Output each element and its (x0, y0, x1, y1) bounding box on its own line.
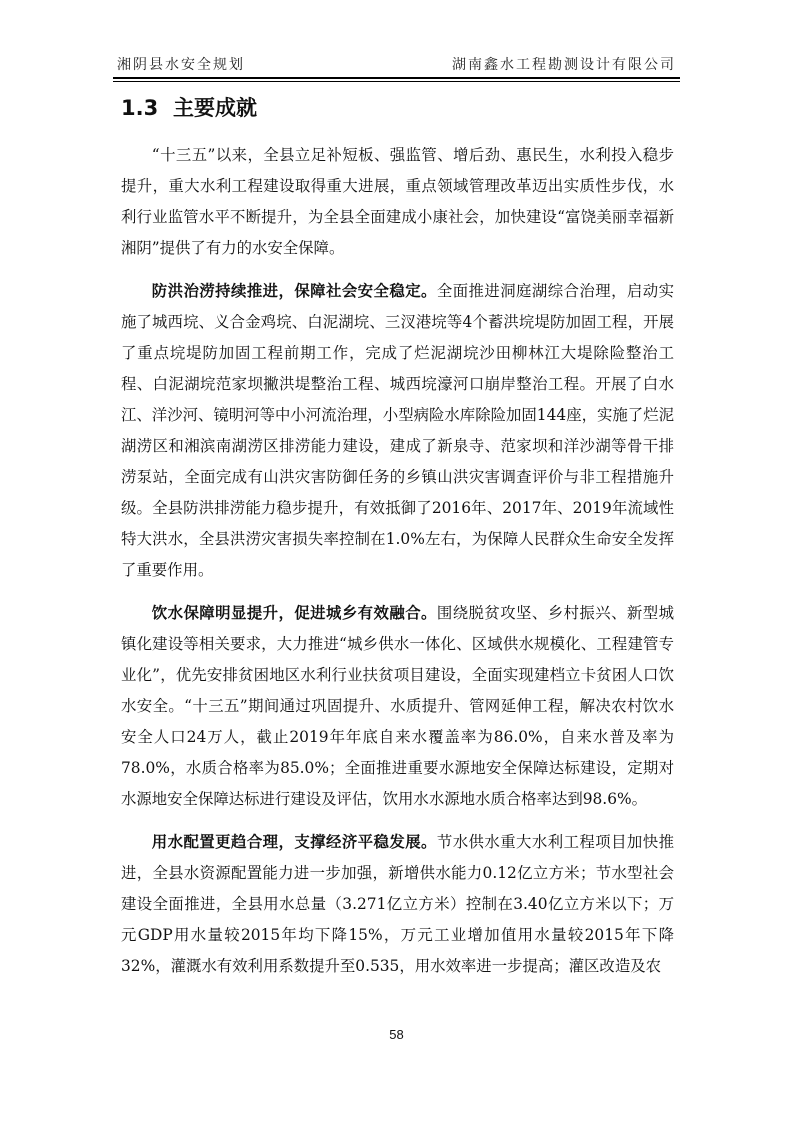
page-header (113, 52, 680, 76)
section-number: 1.3 (121, 96, 159, 120)
section-title: 主要成就 (173, 96, 257, 120)
header-company-name: 湖南鑫水工程勘测设计有限公司 (452, 57, 676, 73)
paragraph-flood-control (121, 276, 674, 586)
header-document-title: 湘阴县水安全规划 (117, 57, 245, 73)
paragraph-text: 围绕脱贫攻坚、乡村振兴、新型城镇化建设等相关要求，大力推进“城乡供水一体化、区域供水规模化、工程建管专业化”，优先安排贫困地区水利行业扶贫项目建设，全面实现建档立卡贫困人口饮水安全。“十三五”期间通过巩固提升、水质提升、管网延伸工程，解决农村饮水安全人口24万人，截止2019年年底自来水覆盖率为86.0%，自来水普及率为78.0%，水质合格率为85.0%；全面推进重要水源地安全保障达标建设，定期对水源地安全保障达标进行建设及评估，饮用水水源地水质合格率达到98.6%。 (121, 604, 674, 808)
body-content (121, 140, 674, 994)
paragraph-drinking-water (121, 598, 674, 815)
paragraph-water-allocation (121, 827, 674, 982)
section-heading (121, 92, 257, 122)
header-rule-thick (113, 77, 680, 79)
header-rule-thin (113, 81, 680, 82)
paragraph-lead: 防洪治涝持续推进，保障社会安全稳定。 (151, 282, 437, 300)
paragraph-lead: 饮水保障明显提升，促进城乡有效融合。 (151, 604, 437, 622)
paragraph-text: 全面推进洞庭湖综合治理，启动实施了城西垸、义合金鸡垸、白泥湖垸、三汊港垸等4个蓄洪垸堤防加固工程，开展了重点垸堤防加固工程前期工作，完成了烂泥湖垸沙田柳林江大堤除险整治工程、白泥湖垸范家坝撇洪堤整治工程、城西垸濠河口崩岸整治工程。开展了白水江、洋沙河、镜明河等中小河流治理，小型病险水库除险加固144座，实施了烂泥湖涝区和湘滨南湖涝区排涝能力建设，建成了新泉寺、范家坝和洋沙湖等骨干排涝泵站，全面完成有山洪灾害防御任务的乡镇山洪灾害调查评价与非工程措施升级。全县防洪排涝能力稳步提升，有效抵御了2016年、2017年、2019年流域性特大洪水，全县洪涝灾害损失率控制在1.0%左右，为保障人民群众生命安全发挥了重要作用。 (121, 282, 674, 579)
page-number: 58 (389, 1027, 404, 1042)
paragraph-lead: 用水配置更趋合理，支撑经济平稳发展。 (151, 833, 437, 851)
paragraph-intro (121, 140, 674, 264)
paragraph-text: “十三五”以来，全县立足补短板、强监管、增后劲、惠民生，水利投入稳步提升，重大水利工程建设取得重大进展，重点领域管理改革迈出实质性步伐，水利行业监管水平不断提升，为全县全面建成小康社会，加快建设“富饶美丽幸福新湘阴”提供了有力的水安全保障。 (121, 146, 674, 257)
paragraph-text: 节水供水重大水利工程项目加快推进，全县水资源配置能力进一步加强，新增供水能力0.12亿立方米；节水型社会建设全面推进，全县用水总量（3.271亿立方米）控制在3.40亿立方米以下；万元GDP用水量较2015年均下降15%，万元工业增加值用水量较2015年下降32%，灌溉水有效利用系数提升至0.535，用水效率进一步提高；灌区改造及农 (121, 833, 674, 975)
